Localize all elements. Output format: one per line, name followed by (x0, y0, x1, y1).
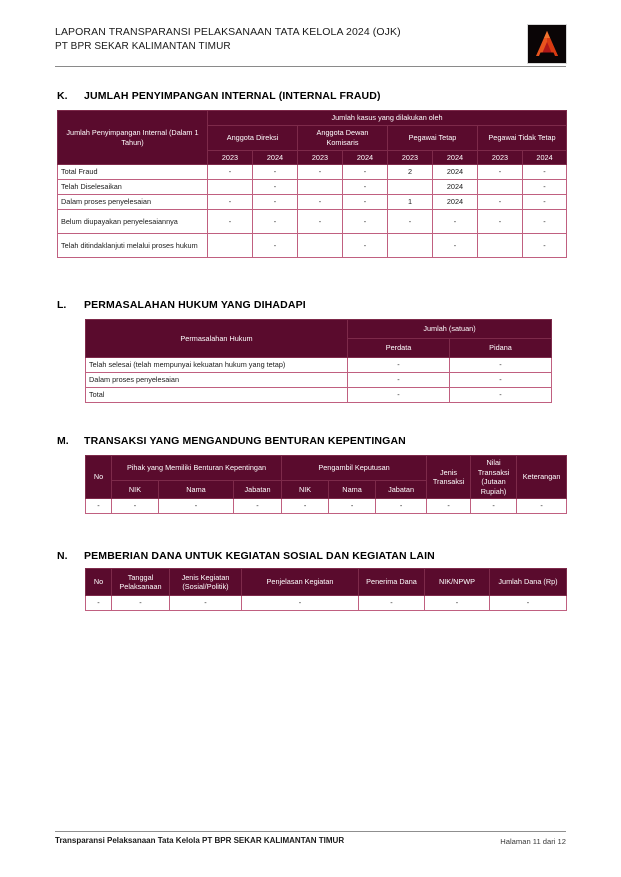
table-k-cell-2-1: - (253, 195, 298, 210)
table-n-cell-0-2: - (170, 596, 242, 611)
table-l-header-row-group (86, 320, 552, 339)
table-n-cell-0-5: - (425, 596, 490, 611)
table-k-row0-label: Total Fraud (58, 165, 208, 180)
table-k-cell-2-7: - (523, 195, 567, 210)
table-conflict-of-interest (85, 455, 567, 514)
table-k-cell-3-1: - (253, 210, 298, 234)
table-k-cell-1-1: - (253, 180, 298, 195)
table-n-header-penerima: Penerima Dana (359, 569, 425, 596)
table-row (86, 596, 567, 611)
table-m-col-jenis-transaksi: Jenis Transaksi (427, 456, 471, 499)
table-k-cell-4-7: - (523, 234, 567, 258)
table-l-cell-2-0: - (348, 388, 450, 403)
footer-left-text: Transparansi Pelaksanaan Tata Kelola PT BPR SEKAR KALIMANTAN TIMUR (55, 836, 345, 845)
header-title-line-2: PT BPR SEKAR KALIMANTAN TIMUR (55, 40, 231, 52)
table-row (58, 180, 567, 195)
table-social-funding (85, 568, 567, 611)
table-n-header-penjelasan: Penjelasan Kegiatan (242, 569, 359, 596)
table-k-year-3: 2024 (343, 150, 388, 165)
table-m-col-keterangan: Keterangan (517, 456, 567, 499)
table-k-group-header: Jumlah kasus yang dilakukan oleh (208, 111, 567, 126)
table-m-subheader-jabatan-b: Jabatan (376, 481, 427, 499)
table-k-year-2: 2023 (298, 150, 343, 165)
table-k-cell-0-6: - (478, 165, 523, 180)
table-k-cell-0-4: 2 (388, 165, 433, 180)
table-m-subheader-nama-b: Nama (329, 481, 376, 499)
footer-divider (55, 831, 566, 832)
document-header (55, 26, 566, 66)
table-k-cell-2-4: 1 (388, 195, 433, 210)
table-k-cell-0-2: - (298, 165, 343, 180)
section-n-title: PEMBERIAN DANA UNTUK KEGIATAN SOSIAL DAN KEGIATAN LAIN (84, 550, 435, 562)
table-row (86, 358, 552, 373)
table-k-cell-0-0: - (208, 165, 253, 180)
table-k-cell-0-3: - (343, 165, 388, 180)
table-k-cell-1-0 (208, 180, 253, 195)
table-n-cell-0-4: - (359, 596, 425, 611)
table-k-group-komisaris: Anggota Dewan Komisaris (298, 125, 388, 150)
section-l-title: PERMASALAHAN HUKUM YANG DIHADAPI (84, 299, 306, 311)
section-n-letter: N. (57, 550, 68, 562)
table-k-year-5: 2024 (433, 150, 478, 165)
table-m-subheader-nama-a: Nama (159, 481, 234, 499)
table-n-cell-0-6: - (490, 596, 567, 611)
table-n-cell-0-3: - (242, 596, 359, 611)
table-l-cell-0-1: - (450, 358, 552, 373)
table-n-cell-0-0: - (86, 596, 112, 611)
table-row (58, 234, 567, 258)
table-k-cell-0-5: 2024 (433, 165, 478, 180)
table-k-row3-label: Belum diupayakan penyelesaiannya (58, 210, 208, 234)
table-row (58, 195, 567, 210)
table-k-cell-2-5: 2024 (433, 195, 478, 210)
table-k-cell-1-7: - (523, 180, 567, 195)
table-k-cell-0-1: - (253, 165, 298, 180)
table-m-group-pengambil: Pengambil Keputusan (282, 456, 427, 481)
table-n-header-row (86, 569, 567, 596)
table-k-group-pegawai-tetap: Pegawai Tetap (388, 125, 478, 150)
table-k-cell-4-5: - (433, 234, 478, 258)
table-m-group-pihak: Pihak yang Memiliki Benturan Kepentingan (112, 456, 282, 481)
table-k-cell-1-6 (478, 180, 523, 195)
table-k-cell-4-3: - (343, 234, 388, 258)
table-l-row2-label: Total (86, 388, 348, 403)
table-k-cell-0-7: - (523, 165, 567, 180)
table-m-cell-0-2: - (159, 499, 234, 514)
table-m-cell-0-9: - (517, 499, 567, 514)
table-k-cell-3-4: - (388, 210, 433, 234)
table-k-cell-2-6: - (478, 195, 523, 210)
table-m-cell-0-6: - (376, 499, 427, 514)
table-l-cell-1-1: - (450, 373, 552, 388)
section-k-title: JUMLAH PENYIMPANGAN INTERNAL (INTERNAL FRAUD) (84, 90, 381, 102)
table-k-cell-4-0 (208, 234, 253, 258)
table-k-cell-3-6: - (478, 210, 523, 234)
table-k-cell-2-3: - (343, 195, 388, 210)
table-k-year-4: 2023 (388, 150, 433, 165)
table-k-row1-label: Telah Diselesaikan (58, 180, 208, 195)
table-l-group-header: Jumlah (satuan) (348, 320, 552, 339)
header-title-line-1: LAPORAN TRANSPARANSI PELAKSANAAN TATA KELOLA 2024 (OJK) (55, 26, 401, 38)
table-row (86, 388, 552, 403)
table-k-cell-1-3: - (343, 180, 388, 195)
table-k-cell-1-5: 2024 (433, 180, 478, 195)
table-m-subheader-jabatan-a: Jabatan (234, 481, 282, 499)
table-m-cell-0-8: - (471, 499, 517, 514)
table-l-cell-0-0: - (348, 358, 450, 373)
table-m-col-nilai-transaksi: Nilai Transaksi (Jutaan Rupiah) (471, 456, 517, 499)
table-k-year-7: 2024 (523, 150, 567, 165)
logo-mark-icon (528, 25, 566, 63)
table-legal-issues (85, 319, 552, 403)
table-m-subheader-nik-a: NIK (112, 481, 159, 499)
table-m-cell-0-0: - (86, 499, 112, 514)
table-m-subheader-nik-b: NIK (282, 481, 329, 499)
table-l-subheader-perdata: Perdata (348, 339, 450, 358)
table-n-header-tanggal: Tanggal Pelaksanaan (112, 569, 170, 596)
table-k-cell-1-2 (298, 180, 343, 195)
table-row (58, 210, 567, 234)
table-k-cell-3-3: - (343, 210, 388, 234)
table-k-year-0: 2023 (208, 150, 253, 165)
table-l-cell-2-1: - (450, 388, 552, 403)
table-l-col0-header: Permasalahan Hukum (86, 320, 348, 358)
table-n-header-jumlah-dana: Jumlah Dana (Rp) (490, 569, 567, 596)
table-k-col0-header: Jumlah Penyimpangan Internal (Dalam 1 Tahun) (58, 111, 208, 165)
section-m-letter: M. (57, 435, 69, 447)
table-k-cell-3-0: - (208, 210, 253, 234)
table-k-cell-3-5: - (433, 210, 478, 234)
header-divider (55, 66, 566, 67)
table-n-header-nik-npwp: NIK/NPWP (425, 569, 490, 596)
table-row (86, 373, 552, 388)
table-k-header-row-group (58, 111, 567, 126)
table-k-cell-4-2 (298, 234, 343, 258)
table-l-row0-label: Telah selesai (telah mempunyai kekuatan hukum yang tetap) (86, 358, 348, 373)
table-m-cell-0-4: - (282, 499, 329, 514)
table-k-cell-1-4 (388, 180, 433, 195)
table-internal-fraud (57, 110, 567, 258)
table-k-cell-3-7: - (523, 210, 567, 234)
table-l-row1-label: Dalam proses penyelesaian (86, 373, 348, 388)
table-l-cell-1-0: - (348, 373, 450, 388)
table-k-group-direksi: Anggota Direksi (208, 125, 298, 150)
table-k-row2-label: Dalam proses penyelesaian (58, 195, 208, 210)
table-n-header-jenis-kegiatan: Jenis Kegiatan (Sosial/Politik) (170, 569, 242, 596)
table-k-cell-2-0: - (208, 195, 253, 210)
table-m-cell-0-7: - (427, 499, 471, 514)
table-k-cell-3-2: - (298, 210, 343, 234)
table-k-cell-4-1: - (253, 234, 298, 258)
company-logo-icon (527, 24, 567, 64)
table-m-cell-0-1: - (112, 499, 159, 514)
table-k-group-pegawai-tidak-tetap: Pegawai Tidak Tetap (478, 125, 567, 150)
table-n-cell-0-1: - (112, 596, 170, 611)
section-l-letter: L. (57, 299, 67, 311)
section-k-letter: K. (57, 90, 68, 102)
table-row (86, 499, 567, 514)
table-k-row4-label: Telah ditindaklanjuti melalui proses hukum (58, 234, 208, 258)
table-n-header-no: No (86, 569, 112, 596)
table-l-subheader-pidana: Pidana (450, 339, 552, 358)
table-k-cell-2-2: - (298, 195, 343, 210)
table-m-cell-0-5: - (329, 499, 376, 514)
table-k-year-6: 2023 (478, 150, 523, 165)
table-m-header-row-top (86, 456, 567, 481)
table-k-year-1: 2024 (253, 150, 298, 165)
footer-page-number: Halaman 11 dari 12 (500, 837, 566, 846)
table-m-col-no: No (86, 456, 112, 499)
table-k-cell-4-6 (478, 234, 523, 258)
table-row (58, 165, 567, 180)
section-m-title: TRANSAKSI YANG MENGANDUNG BENTURAN KEPENTINGAN (84, 435, 406, 447)
table-m-cell-0-3: - (234, 499, 282, 514)
table-k-cell-4-4 (388, 234, 433, 258)
